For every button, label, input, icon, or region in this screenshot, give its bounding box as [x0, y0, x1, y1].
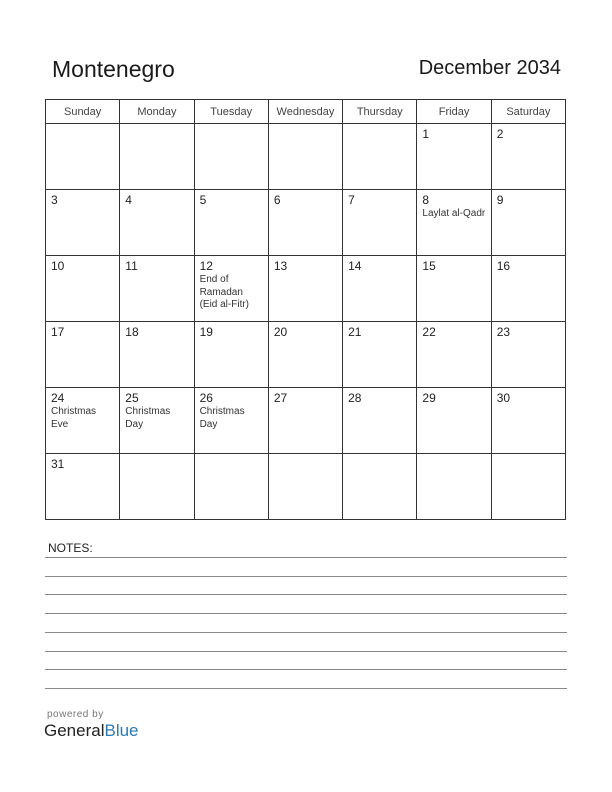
- note-line: [45, 651, 567, 652]
- day-cell: [417, 190, 491, 256]
- holiday-label: End of Ramadan (Eid al-Fitr): [199, 274, 250, 310]
- day-number: 24: [51, 391, 65, 405]
- day-number: 8: [422, 193, 430, 207]
- weekday-sunday: Sunday: [46, 100, 120, 124]
- powered-by-text: powered by: [47, 709, 104, 720]
- day-number: 1: [422, 127, 430, 141]
- day-cell: [417, 256, 491, 322]
- note-line: [45, 594, 567, 595]
- day-cell: [491, 124, 565, 190]
- calendar-title: Montenegro: [52, 56, 175, 82]
- day-number: 13: [273, 259, 288, 273]
- day-cell: [268, 454, 342, 520]
- day-number: 25: [125, 391, 139, 405]
- day-number: 17: [51, 325, 65, 339]
- calendar-month: December 2034: [418, 57, 561, 79]
- week-row: [46, 256, 566, 322]
- day-cell: [194, 190, 268, 256]
- notes-label: NOTES:: [48, 541, 93, 555]
- logo-general: General: [44, 721, 105, 740]
- day-cell: [120, 124, 194, 190]
- day-cell: [417, 322, 491, 388]
- day-cell: [268, 190, 342, 256]
- day-cell: [491, 190, 565, 256]
- day-number: 29: [422, 391, 436, 405]
- day-number: 16: [496, 259, 511, 273]
- day-cell: [120, 454, 194, 520]
- day-cell: [343, 190, 417, 256]
- note-line: [45, 557, 567, 558]
- day-number: 2: [496, 127, 504, 141]
- day-cell: [46, 124, 120, 190]
- note-line: [45, 632, 567, 633]
- day-cell: [343, 322, 417, 388]
- holiday-label: Christmas Day: [199, 406, 245, 430]
- day-cell: [46, 256, 120, 322]
- note-line: [45, 669, 567, 670]
- day-cell: [491, 256, 565, 322]
- day-cell: [343, 388, 417, 454]
- note-line: [45, 688, 567, 689]
- day-cell: [120, 322, 194, 388]
- week-row: [46, 388, 566, 454]
- day-number: 15: [422, 259, 436, 273]
- day-cell: [491, 322, 565, 388]
- week-row: [46, 190, 566, 256]
- day-cell: [120, 388, 194, 454]
- holiday-label: Laylat al-Qadr: [422, 208, 486, 219]
- day-number: 30: [496, 391, 511, 405]
- day-number: 19: [199, 325, 213, 339]
- day-number: 6: [273, 193, 281, 207]
- note-line: [45, 613, 567, 614]
- weekday-saturday: Saturday: [491, 100, 565, 124]
- day-number: 14: [348, 259, 362, 273]
- day-cell: [46, 388, 120, 454]
- holiday-label: Christmas Day: [125, 406, 171, 430]
- day-cell: [491, 388, 565, 454]
- day-number: 26: [199, 391, 213, 405]
- day-cell: [268, 256, 342, 322]
- day-number: 4: [125, 193, 132, 207]
- day-cell: [46, 190, 120, 256]
- day-number: 5: [199, 193, 207, 207]
- day-cell: [120, 256, 194, 322]
- day-cell: [194, 388, 268, 454]
- day-cell: [268, 124, 342, 190]
- day-number: 21: [348, 325, 362, 339]
- day-number: 27: [273, 391, 288, 405]
- day-cell: [417, 124, 491, 190]
- day-cell: [417, 388, 491, 454]
- day-cell: [194, 256, 268, 322]
- day-number: 18: [125, 325, 139, 339]
- holiday-label: Christmas Eve: [51, 406, 97, 430]
- day-cell: [120, 190, 194, 256]
- day-number: 12: [199, 259, 213, 273]
- day-number: 28: [348, 391, 362, 405]
- day-number: 9: [496, 193, 504, 207]
- weekday-wednesday: Wednesday: [268, 100, 342, 124]
- calendar-grid: [45, 99, 566, 520]
- day-number: 22: [422, 325, 436, 339]
- week-row: [46, 124, 566, 190]
- day-number: 11: [125, 259, 138, 273]
- day-cell: [46, 454, 120, 520]
- day-number: 23: [496, 325, 511, 339]
- weekday-header-row: [46, 100, 566, 124]
- day-number: 31: [51, 457, 65, 471]
- day-cell: [194, 322, 268, 388]
- day-cell: [417, 454, 491, 520]
- day-number: 7: [348, 193, 355, 207]
- day-number: 20: [273, 325, 288, 339]
- weekday-tuesday: Tuesday: [194, 100, 268, 124]
- note-line: [45, 576, 567, 577]
- day-cell: [343, 124, 417, 190]
- day-cell: [194, 454, 268, 520]
- weekday-friday: Friday: [417, 100, 491, 124]
- day-cell: [343, 256, 417, 322]
- week-row: [46, 454, 566, 520]
- day-number: 10: [51, 259, 65, 273]
- logo-blue: Blue: [104, 721, 139, 740]
- day-cell: [194, 124, 268, 190]
- day-cell: [46, 322, 120, 388]
- weekday-monday: Monday: [120, 100, 194, 124]
- day-number: 3: [51, 193, 58, 207]
- day-cell: [268, 322, 342, 388]
- week-row: [46, 322, 566, 388]
- weekday-thursday: Thursday: [343, 100, 417, 124]
- day-cell: [491, 454, 565, 520]
- day-cell: [343, 454, 417, 520]
- generalblue-logo[interactable]: [44, 721, 139, 741]
- day-cell: [268, 388, 342, 454]
